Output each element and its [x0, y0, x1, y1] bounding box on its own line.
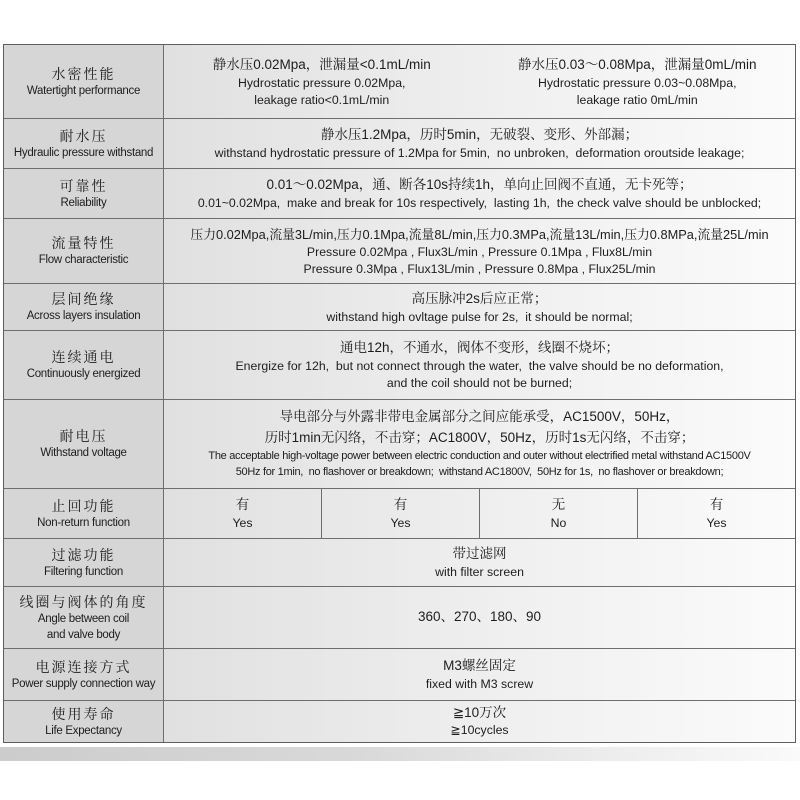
content-line: 有	[393, 497, 408, 513]
row-content	[164, 701, 795, 742]
row-content	[164, 400, 795, 488]
row-label-zh: 耐水压	[59, 127, 108, 144]
content-line: 0.01~0.02Mpa, make and break for 10s respectively, lasting 1h, the check valve should be unblocked;	[197, 196, 762, 211]
row-content	[164, 119, 795, 168]
row-label	[4, 219, 164, 283]
row-withstand-voltage	[4, 400, 795, 489]
non-return-cell-4	[637, 489, 795, 538]
content-line: The acceptable high-voltage power between electric conduction and outer without electrified metal withstand AC1500V	[208, 449, 751, 462]
row-label-en: Non-return function	[37, 516, 130, 529]
content-line: 50Hz for 1min, no flashover or breakdown; withstand AC1800V, 50Hz for 1s, no flashover or breakdown;	[235, 466, 724, 479]
row-content	[164, 284, 795, 330]
content-line: ≧10cycles	[450, 722, 509, 737]
content-line: Yes	[390, 516, 411, 531]
row-hydraulic-pressure	[4, 119, 795, 169]
content-line: 历时1min无闪络，不击穿；AC1800V，50Hz，历时1s无闪络，不击穿；	[264, 429, 695, 445]
row-label-zh: 层间绝缘	[51, 291, 116, 308]
content-line: 360、270、180、90	[417, 609, 542, 625]
row-label-en: Reliability	[60, 196, 107, 209]
content-line: 导电部分与外露非带电金属部分之间应能承受，AC1500V，50Hz，	[279, 409, 680, 425]
content-line: Pressure 0.02Mpa , Flux3L/min , Pressure 0.1Mpa , Flux8L/min	[306, 244, 653, 259]
row-label-en: Filtering function	[44, 565, 123, 578]
content-line: M3螺丝固定	[443, 658, 516, 674]
row-continuously-energized	[4, 331, 795, 400]
row-label-zh: 可靠性	[59, 177, 108, 194]
content-line: withstand high ovltage pulse for 2s, it should be normal;	[326, 309, 633, 324]
row-label	[4, 539, 164, 586]
row-label-zh: 耐电压	[59, 428, 108, 445]
non-return-cell-2	[321, 489, 479, 538]
row-content	[164, 331, 795, 399]
content-line: 高压脉冲2s后应正常；	[411, 290, 548, 306]
row-label	[4, 701, 164, 742]
row-label-zh: 线圈与阀体的角度	[19, 593, 148, 610]
content-line: fixed with M3 screw	[425, 677, 534, 692]
content-line: Hydrostatic pressure 0.02Mpa,	[238, 75, 406, 90]
row-filtering-function	[4, 539, 795, 587]
content-line: 无	[551, 497, 566, 513]
row-label-zh: 使用寿命	[51, 705, 116, 722]
row-reliability	[4, 169, 795, 219]
row-label	[4, 169, 164, 218]
watertight-spec-left	[164, 55, 480, 109]
row-label-zh: 流量特性	[51, 235, 116, 252]
content-line: ≧10万次	[452, 705, 507, 721]
content-line: leakage ratio 0mL/min	[576, 92, 698, 107]
row-content	[164, 539, 795, 586]
content-line: Energize for 12h, but not connect through the water, the valve should be no deformation,	[235, 359, 724, 374]
content-line: 静水压0.03～0.08Mpa，泄漏量0mL/min	[517, 56, 757, 72]
content-line: 静水压1.2Mpa，历时5min，无破裂、变形、外部漏；	[320, 127, 639, 143]
row-label-en: Continuously energized	[26, 368, 141, 381]
content-line: leakage ratio<0.1mL/min	[254, 92, 390, 107]
row-content	[164, 649, 795, 700]
row-flow-characteristic	[4, 219, 795, 284]
content-line: 有	[709, 497, 724, 513]
row-label-zh: 过滤功能	[51, 546, 116, 563]
content-line: 带过滤网	[452, 546, 507, 562]
row-layers-insulation	[4, 284, 795, 331]
row-label	[4, 119, 164, 168]
row-content	[164, 169, 795, 218]
row-label	[4, 489, 164, 538]
content-line: Yes	[706, 516, 727, 531]
row-label-zh: 电源连接方式	[35, 658, 132, 675]
row-power-connection	[4, 649, 795, 701]
row-label-zh: 水密性能	[51, 65, 116, 82]
row-content	[164, 219, 795, 283]
non-return-cell-3	[479, 489, 637, 538]
row-label	[4, 587, 164, 648]
row-label-zh: 连续通电	[51, 349, 116, 366]
content-line: withstand hydrostatic pressure of 1.2Mpa for 5min, no unbroken, deformation oroutside leakage;	[214, 146, 745, 161]
content-line: Yes	[232, 516, 253, 531]
spec-table	[3, 44, 796, 743]
row-label	[4, 284, 164, 330]
row-watertight-performance	[4, 45, 795, 119]
content-line: No	[550, 516, 567, 531]
row-label-en: Across layers insulation	[26, 310, 141, 323]
row-content	[164, 587, 795, 648]
bottom-shadow-strip	[0, 747, 800, 761]
row-label-zh: 止回功能	[51, 497, 116, 514]
row-label	[4, 649, 164, 700]
content-line: with filter screen	[435, 565, 524, 580]
row-coil-valve-angle	[4, 587, 795, 649]
content-line: 0.01～0.02Mpa，通、断各10s持续1h，单向止回阀不直通，无卡死等；	[266, 177, 693, 193]
row-label-en: Angle between coil	[37, 613, 130, 626]
row-label-en: Withstand voltage	[40, 447, 127, 460]
row-label-en: Hydraulic pressure withstand	[13, 146, 154, 159]
non-return-cell-1	[164, 489, 321, 538]
row-content	[164, 489, 795, 538]
content-line: 通电12h，不通水，阀体不变形，线圈不烧坏；	[339, 340, 620, 356]
row-label	[4, 331, 164, 399]
content-line: Hydrostatic pressure 0.03~0.08Mpa,	[537, 75, 737, 90]
row-label	[4, 400, 164, 488]
watertight-spec-right	[480, 55, 796, 109]
row-label-en: Power supply connection way	[11, 677, 156, 690]
row-content	[164, 45, 795, 118]
row-label-en: Life Expectancy	[45, 724, 122, 737]
content-line: and the coil should not be burned;	[386, 376, 573, 391]
content-line: 有	[235, 497, 250, 513]
content-line: 压力0.02Mpa,流量3L/min,压力0.1Mpa,流量8L/min,压力0.3MPa,流量13L/min,压力0.8MPa,流量25L/min	[190, 226, 769, 242]
row-label-en: Watertight performance	[26, 84, 141, 97]
row-label-en: Flow characteristic	[38, 254, 129, 267]
content-line: Pressure 0.3Mpa , Flux13L/min , Pressure 0.8Mpa , Flux25L/min	[303, 261, 656, 276]
row-label-en: and valve body	[46, 628, 121, 641]
row-life-expectancy	[4, 701, 795, 742]
row-non-return-function	[4, 489, 795, 539]
row-label	[4, 45, 164, 118]
content-line: 静水压0.02Mpa，泄漏量<0.1mL/min	[212, 56, 431, 72]
